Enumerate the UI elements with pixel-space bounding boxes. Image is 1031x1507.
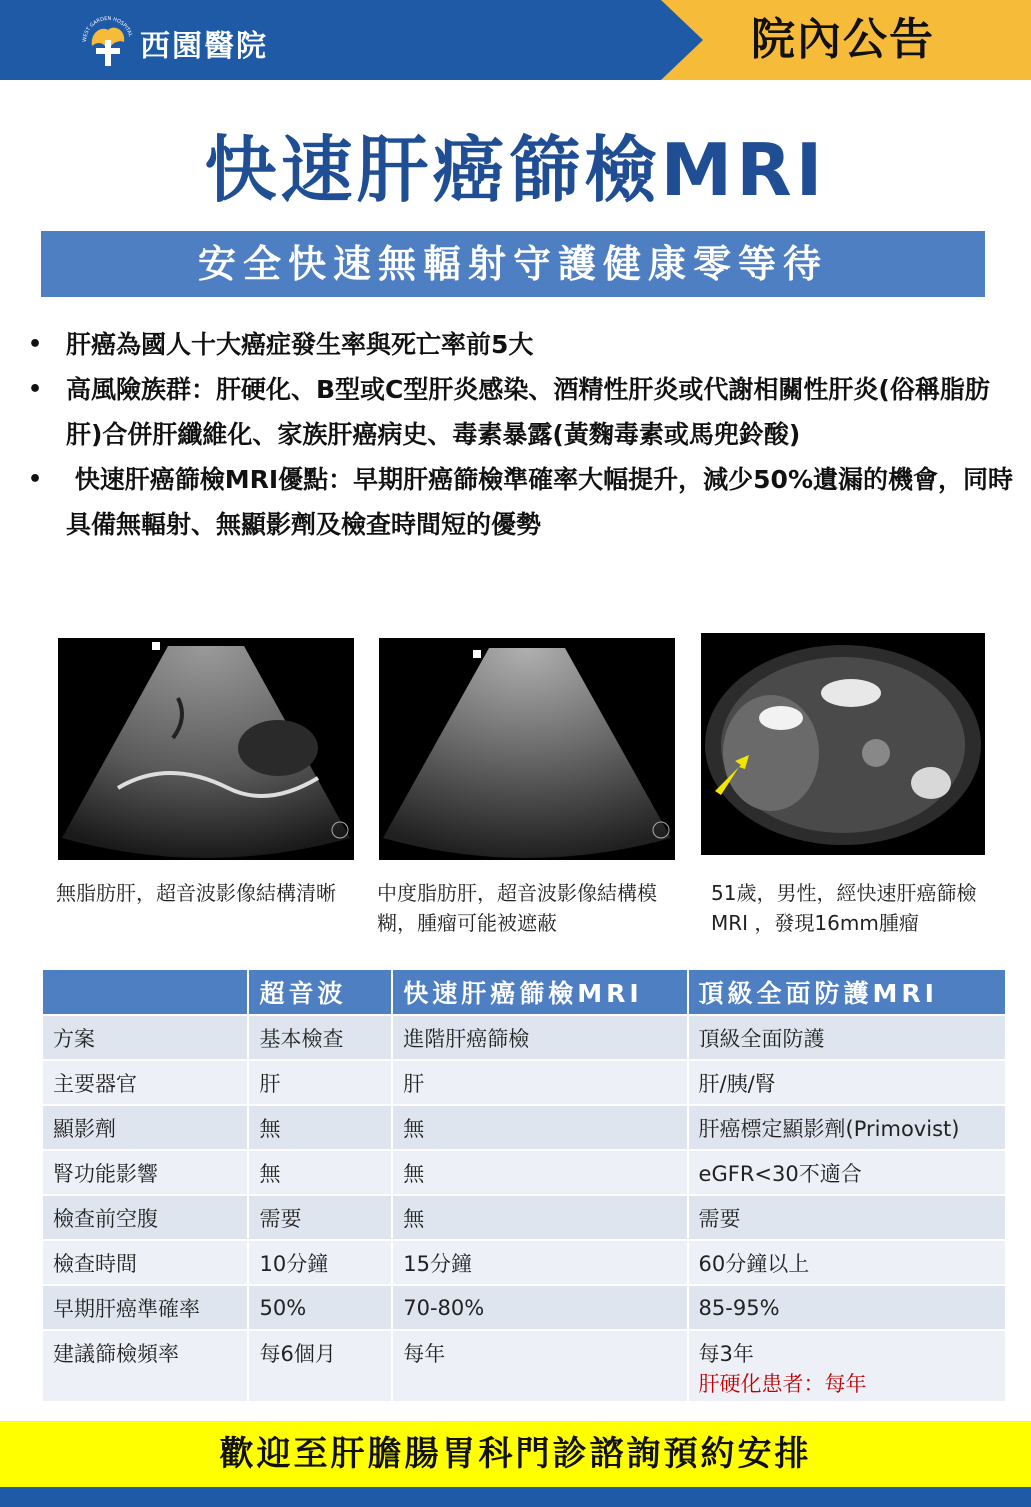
table-cell: 肝 bbox=[392, 1060, 687, 1105]
table-cell: 肝/胰/腎 bbox=[688, 1060, 1006, 1105]
table-cell: 每年 bbox=[392, 1330, 687, 1402]
table-cell: 基本檢查 bbox=[248, 1015, 392, 1060]
logo-icon bbox=[78, 10, 138, 70]
bullet-list bbox=[28, 322, 1013, 547]
table-cell: 方案 bbox=[42, 1015, 248, 1060]
table-cell: 需要 bbox=[688, 1195, 1006, 1240]
table-row bbox=[42, 1195, 1006, 1240]
table-cell: eGFR<30不適合 bbox=[688, 1150, 1006, 1195]
table-cell: 10分鐘 bbox=[248, 1240, 392, 1285]
table-cell: 15分鐘 bbox=[392, 1240, 687, 1285]
subtitle-banner: 安全快速無輻射守護健康零等待 bbox=[41, 231, 985, 297]
table-cell: 建議篩檢頻率 bbox=[42, 1330, 248, 1402]
table-cell: 檢查時間 bbox=[42, 1240, 248, 1285]
list-item bbox=[28, 322, 1013, 367]
bullet-icon: • bbox=[28, 332, 43, 357]
table-cell: 需要 bbox=[248, 1195, 392, 1240]
cirrhosis-note: 肝硬化患者：每年 bbox=[698, 1372, 867, 1396]
notice-label: 院內公告 bbox=[751, 14, 935, 65]
table-cell: 早期肝癌準確率 bbox=[42, 1285, 248, 1330]
table-cell: 肝 bbox=[248, 1060, 392, 1105]
table-cell: 無 bbox=[248, 1105, 392, 1150]
notice-tag bbox=[661, 0, 1031, 80]
table-cell: 每6個月 bbox=[248, 1330, 392, 1402]
hospital-logo bbox=[78, 10, 268, 70]
bullet-icon: • bbox=[28, 467, 43, 492]
table-row bbox=[42, 1330, 1006, 1402]
table-cell: 頂級全面防護 bbox=[688, 1015, 1006, 1060]
image-caption: 中度脂肪肝，超音波影像結構模糊，腫瘤可能被遮蔽 bbox=[377, 881, 657, 935]
table-header-row bbox=[42, 969, 1006, 1015]
footer-bar bbox=[0, 1487, 1031, 1507]
table-row bbox=[42, 1240, 1006, 1285]
table-cell bbox=[688, 1330, 1006, 1402]
table-cell: 進階肝癌篩檢 bbox=[392, 1015, 687, 1060]
table-cell: 腎功能影響 bbox=[42, 1150, 248, 1195]
table-cell: 60分鐘以上 bbox=[688, 1240, 1006, 1285]
table-cell: 無 bbox=[248, 1150, 392, 1195]
ultrasound-image-normal bbox=[58, 638, 354, 860]
table-cell: 無 bbox=[392, 1150, 687, 1195]
table-cell: 50% bbox=[248, 1285, 392, 1330]
table-cell: 顯影劑 bbox=[42, 1105, 248, 1150]
list-item bbox=[28, 457, 1013, 547]
table-cell: 主要器官 bbox=[42, 1060, 248, 1105]
header-bar bbox=[0, 0, 1031, 80]
table-row bbox=[42, 1015, 1006, 1060]
table-cell: 無 bbox=[392, 1105, 687, 1150]
bullet-text: 快速肝癌篩檢MRI優點：早期肝癌篩檢準確率大幅提升，減少50%遺漏的機會，同時具備無輻射、無顯影劑及檢查時間短的優勢 bbox=[66, 465, 1013, 539]
frequency-value: 每3年 bbox=[698, 1342, 754, 1366]
image-caption: 無脂肪肝，超音波影像結構清晰 bbox=[56, 881, 336, 905]
table-cell: 無 bbox=[392, 1195, 687, 1240]
list-item bbox=[28, 367, 1013, 457]
comparison-table bbox=[41, 968, 1007, 1403]
table-header-cell: 超音波 bbox=[248, 969, 392, 1015]
table-cell: 70-80% bbox=[392, 1285, 687, 1330]
bullet-text: 高風險族群：肝硬化、B型或C型肝炎感染、酒精性肝炎或代謝相關性肝炎(俗稱脂肪肝)合併肝纖維化、家族肝癌病史、毒素暴露(黃麴毒素或馬兜鈴酸) bbox=[66, 375, 990, 449]
table-header-cell bbox=[42, 969, 248, 1015]
bullet-text: 肝癌為國人十大癌症發生率與死亡率前5大 bbox=[66, 330, 534, 359]
table-header-cell: 快速肝癌篩檢MRI bbox=[392, 969, 687, 1015]
table-cell: 檢查前空腹 bbox=[42, 1195, 248, 1240]
table-cell: 肝癌標定顯影劑(Primovist) bbox=[688, 1105, 1006, 1150]
table-row bbox=[42, 1060, 1006, 1105]
image-caption: 51歲，男性，經快速肝癌篩檢MRI ，發現16mm腫瘤 bbox=[711, 881, 977, 935]
table-header-cell: 頂級全面防護MRI bbox=[688, 969, 1006, 1015]
hospital-name: 西園醫院 bbox=[140, 29, 268, 64]
logo-ring-text: WEST GARDEN HOSPITAL bbox=[81, 15, 134, 43]
table-row bbox=[42, 1150, 1006, 1195]
table-row bbox=[42, 1105, 1006, 1150]
table-row bbox=[42, 1285, 1006, 1330]
page-title: 快速肝癌篩檢MRI bbox=[204, 128, 827, 212]
table-cell: 85-95% bbox=[688, 1285, 1006, 1330]
ultrasound-image-fatty bbox=[379, 638, 675, 860]
mri-image bbox=[701, 633, 985, 855]
footer-banner: 歡迎至肝膽腸胃科門診諮詢預約安排 bbox=[0, 1421, 1031, 1487]
bullet-icon: • bbox=[28, 377, 43, 402]
